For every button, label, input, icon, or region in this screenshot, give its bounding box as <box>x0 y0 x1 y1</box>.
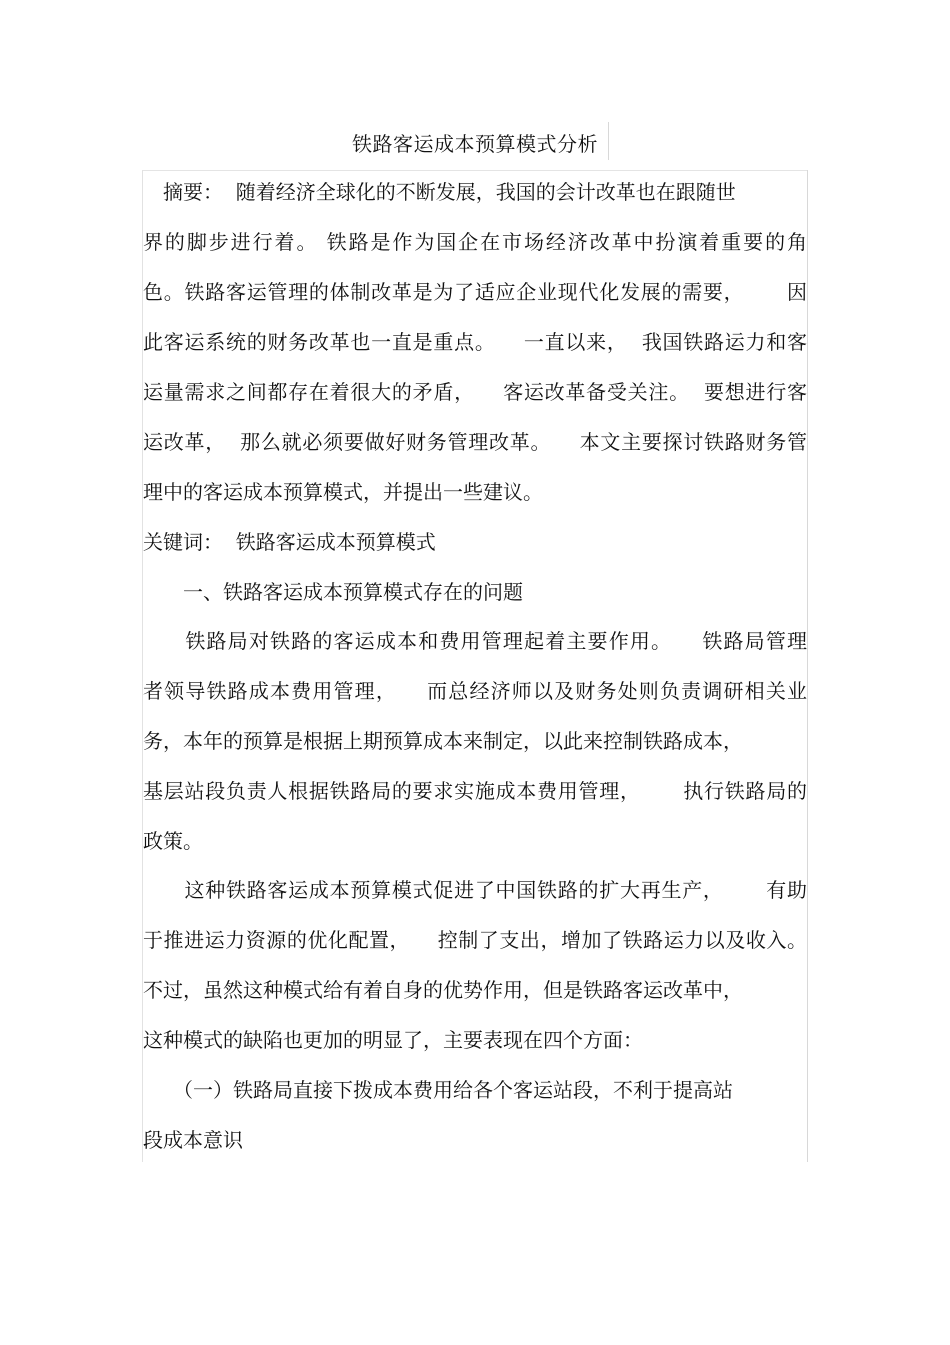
page-frame-left <box>142 170 143 1162</box>
abstract-line-2: 界的脚步进行着。 铁路是作为国企在市场经济改革中扮演着重要的角 <box>143 230 807 254</box>
body-line-8: 不过，虽然这种模式给有着自身的优势作用，但是铁路客运改革中， <box>143 978 743 1002</box>
abstract-line-3: 色。铁路客运管理的体制改革是为了适应企业现代化发展的需要， 因 <box>143 280 807 304</box>
abstract-line-4: 此客运系统的财务改革也一直是重点。 一直以来， 我国铁路运力和客 <box>143 330 807 354</box>
subsection-heading-1: （一）铁路局直接下拨成本费用给各个客运站段，不利于提高站 <box>143 1078 733 1102</box>
body-line-6: 这种铁路客运成本预算模式促进了中国铁路的扩大再生产， 有助 <box>143 878 807 902</box>
page-frame-right <box>807 170 808 1162</box>
keywords-line: 关键词： 铁路客运成本预算模式 <box>143 530 436 554</box>
abstract-line-6: 运改革， 那么就必须要做好财务管理改革。 本文主要探讨铁路财务管 <box>143 430 807 454</box>
page-frame-top <box>142 170 808 171</box>
body-line-1: 铁路局对铁路的客运成本和费用管理起着主要作用。 铁路局管理 <box>143 629 807 653</box>
section-heading-1: 一、铁路客运成本预算模式存在的问题 <box>143 580 523 604</box>
abstract-line-7: 理中的客运成本预算模式，并提出一些建议。 <box>143 480 543 504</box>
body-line-4: 基层站段负责人根据铁路局的要求实施成本费用管理， 执行铁路局的 <box>143 779 807 803</box>
body-line-9: 这种模式的缺陷也更加的明显了，主要表现在四个方面： <box>143 1028 643 1052</box>
body-line-3: 务，本年的预算是根据上期预算成本来制定，以此来控制铁路成本， <box>143 729 743 753</box>
body-line-5: 政策。 <box>143 829 203 853</box>
body-line-2: 者领导铁路成本费用管理， 而总经济师以及财务处则负责调研相关业 <box>143 679 807 703</box>
abstract-line-5: 运量需求之间都存在着很大的矛盾， 客运改革备受关注。 要想进行客 <box>143 380 807 404</box>
abstract-line-1: 摘要： 随着经济全球化的不断发展，我国的会计改革也在跟随世 <box>143 180 736 204</box>
document-title: 铁路客运成本预算模式分析 <box>352 132 598 156</box>
subsection-heading-1-cont: 段成本意识 <box>143 1128 243 1152</box>
body-line-7: 于推进运力资源的优化配置， 控制了支出，增加了铁路运力以及收入。 <box>143 928 807 952</box>
